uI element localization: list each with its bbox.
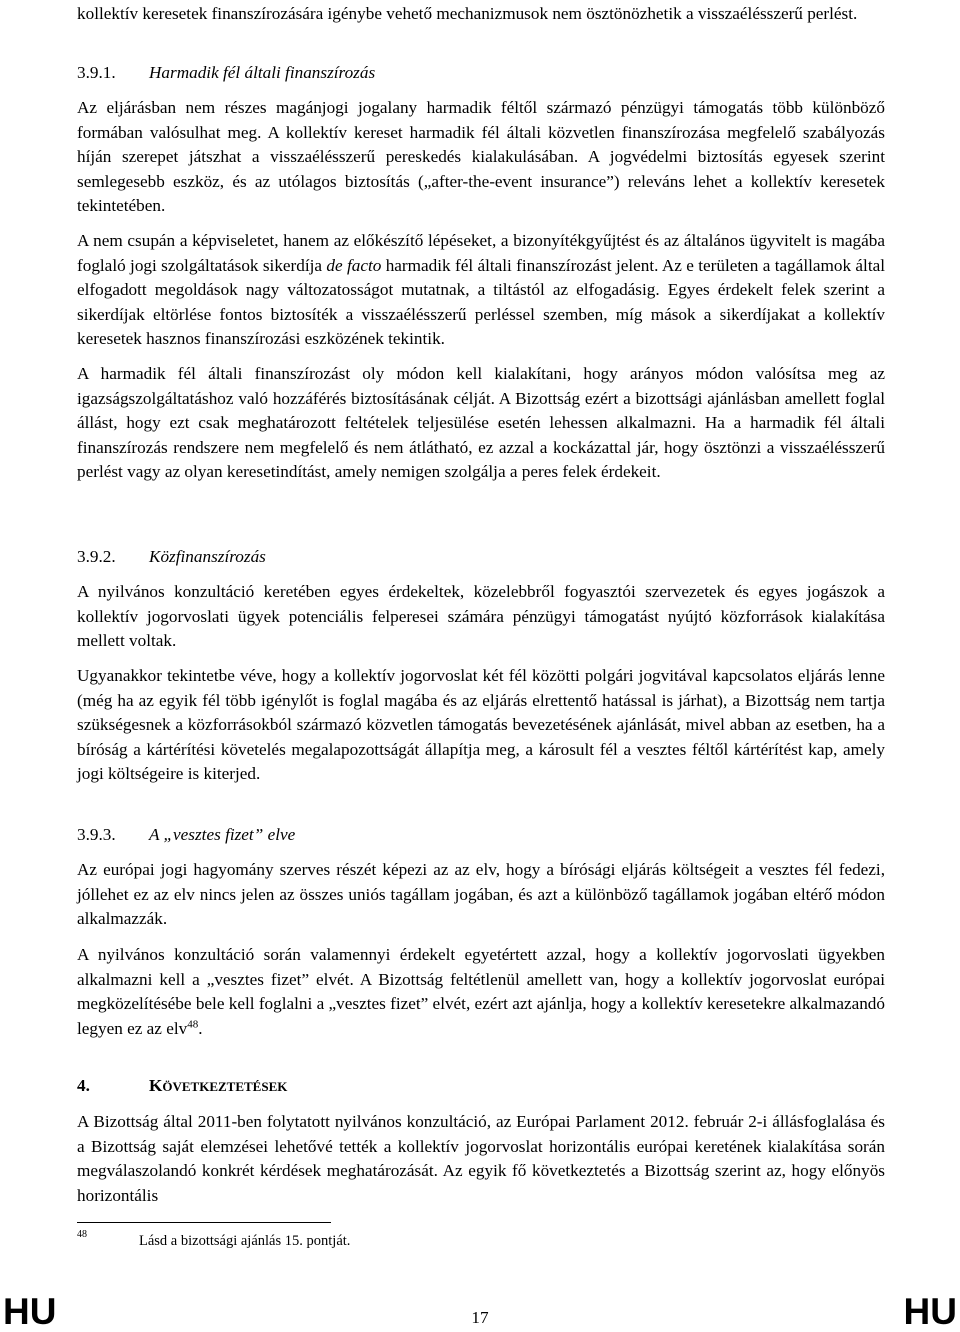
paragraph-conclusions: A Bizottság által 2011-ben folytatott nyilvános konzultáció, az Európai Parlament 2012. február 2-i állásfoglalása és a Bizottság saját elemzései lehetővé tették a kollektív jogorvoslat horizontális európai keretének kialakítása során megválaszolandó konkrét kérdések meghatározását. Az egyik fő következtetés a Bizottság szerint az, hogy előnyös horizontális xyxy=(77,1112,885,1205)
heading-number: 3.9.2. xyxy=(77,547,116,566)
heading-3-9-1 xyxy=(77,61,885,86)
footnote-text: Lásd a bizottsági ajánlás 15. pontját. xyxy=(139,1233,351,1249)
heading-number: 3.9.3. xyxy=(77,825,116,844)
heading-title: KÖVETKEZTETÉSEK xyxy=(149,1076,288,1095)
footnote-separator xyxy=(77,1222,331,1223)
italic-term: de facto xyxy=(326,255,382,275)
heading-number: 3.9.1. xyxy=(77,63,116,82)
paragraph-proportionality: A harmadik fél általi finanszírozást oly módon kell kialakítani, hogy arányos módon valósítsa meg az igazságszolgáltatáshoz való hozzáférés biztosításának célját. A Bizottság ezért a bizottsági ajánlásban amellett foglal állást, hogy ezt csak meghatározott feltételek teljesülése esetén lehessen alkalmazni. Ha a harmadik fél általi finanszírozás rendszere nem megfelelő és nem átlátható, ez azzal a kockázattal jár, hogy ösztönzi a visszaélésszerű perlést vagy az olyan keresetindítást, amely nemigen szolgálja a peres felek érdekeit. xyxy=(77,364,885,482)
language-code-right: HU xyxy=(903,1291,957,1332)
footnote-number: 48 xyxy=(77,1229,87,1240)
paragraph-third-party-forms: Az eljárásban nem részes magánjogi jogalany harmadik féltől származó pénzügyi támogatás több különböző formában valósulhat meg. A kollektív kereset harmadik fél általi közvetlen finanszírozása megfelelő szabályozás híján szerepet játszhat a visszaélésszerű pereskedés kialakulásában. A jogvédelmi biztosítás egyesek szerint semlegesebb eszköz, és az utólagos biztosítás („after-the-event insurance”) releváns lehet a kollektív keresetek tekintetében. xyxy=(77,98,885,216)
paragraph-loser-pays-tradition: Az európai jogi hagyomány szerves részét képezi az az elv, hogy a bírósági eljárás költségeit a vesztes fél fedezi, jóllehet ez az elv nincs jelen az összes uniós tagállam jogában, és azt a különböző tagállamok jogában eltérő módon alkalmazzák. xyxy=(77,860,885,929)
paragraph-intro: kollektív keresetek finanszírozására igénybe vehető mechanizmusok nem ösztönözhetik a visszaélésszerű perlést. xyxy=(77,4,858,23)
heading-title: A „vesztes fizet” elve xyxy=(149,825,296,844)
heading-4-conclusions xyxy=(77,1074,885,1100)
paragraph-public-funding-not-needed: Ugyanakkor tekintetbe véve, hogy a kollektív jogorvoslat két fél közötti polgári jogvitával kapcsolatos eljárás lenne (még ha az egyik fél több igénylőt is foglal magába és az eljárás elrettentő hatással is járhat), a Bizottság nem tartja szükségesnek a közforrásokból származó közvetlen támogatás bevezetésének ajánlását, mivel abban az esetben, ha a bíróság a kártérítési követelés megalapozottságát állapítja meg, a károsult fél a vesztes féltől kártérítést kap, amely jogi költségeire is kiterjed. xyxy=(77,666,885,784)
heading-title: Harmadik fél általi finanszírozás xyxy=(149,63,376,82)
paragraph-loser-pays-consultation: A nyilvános konzultáció során valamennyi érdekelt egyetértett azzal, hogy a kollektív jogorvoslati ügyekben alkalmazni kell a „vesztes fizet” elvét. A Bizottság feltétlenül amellett van, hogy a kollektív jogorvoslat európai megközelítésébe bele kell foglalni a „vesztes fizet” elvét, ezért azt ajánlja, hogy a kollektív keresetekre alkalmazandó legyen ez az elv$^{48}$. xyxy=(77,945,885,1038)
paragraph-public-consultation-funding: A nyilvános konzultáció keretében egyes érdekeltek, közelebbről fogyasztói szervezetek és egyes jogászok a kollektív jogorvoslati ügyek potenciális felperesei számára pénzügyi támogatást nyújtó közforrások kialakítása mellett voltak. xyxy=(77,582,885,651)
heading-3-9-2 xyxy=(77,545,885,570)
paragraph-success-fees: A nem csupán a képviseletet, hanem az előkészítő lépéseket, a bizonyítékgyűjtést és az általános ügyvitelt is magába foglaló jogi szolgáltatások sikerdíja de facto harmadik fél általi finanszírozást jelent. Az e területen a tagállamok által elfogadott megoldások nagy változatosságot mutatnak, a tiltástól az elfogadásig. Egyes érdekelt felek szerint a sikerdíjak eltörlése fontos biztosíték a visszaélésszerű perléssel szemben, míg mások a sikerdíjakat a kollektív keresetek hasznos finanszírozási eszközének tekintik. xyxy=(77,231,885,349)
heading-title: Közfinanszírozás xyxy=(149,547,266,566)
footnote xyxy=(77,1229,885,1250)
heading-number: 4. xyxy=(77,1076,90,1095)
footnote-reference: 48 xyxy=(187,1018,199,1031)
heading-3-9-3 xyxy=(77,823,885,848)
language-code-left: HU xyxy=(3,1291,57,1332)
page-number: 17 xyxy=(471,1308,489,1327)
